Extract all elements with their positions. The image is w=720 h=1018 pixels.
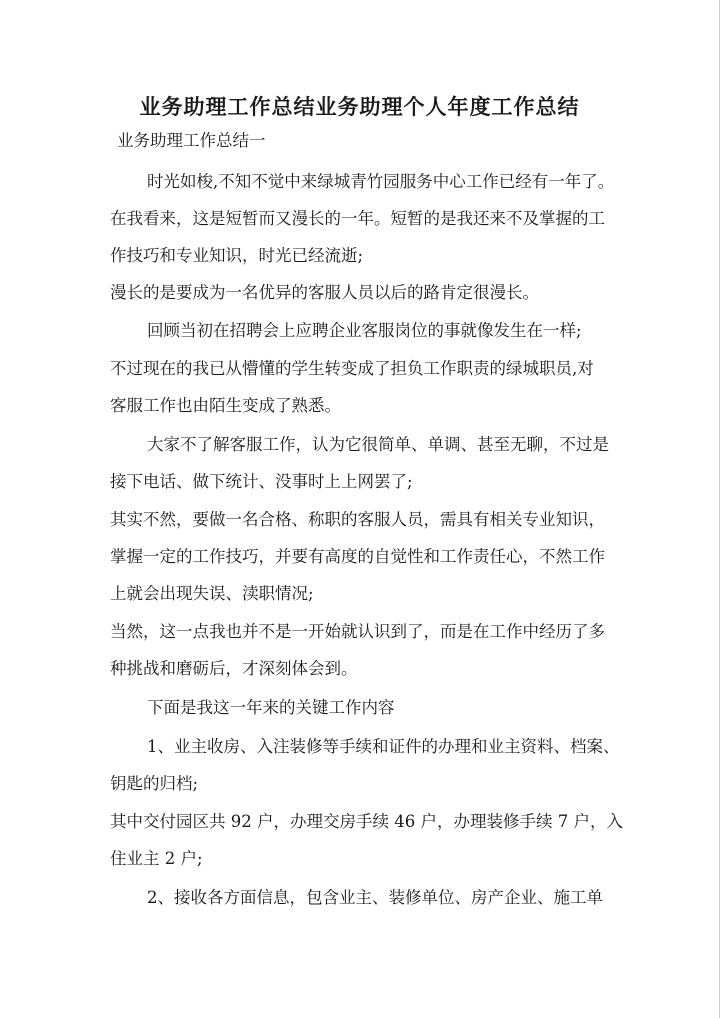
paragraph-line: 在我看来，这是短暂而又漫长的一年。短暂的是我还来不及掌握的工	[110, 209, 605, 228]
paragraph-line: 住业主 2 户;	[110, 849, 203, 868]
paragraph-line: 作技巧和专业知识，时光已经流逝;	[110, 246, 364, 265]
paragraph-line: 种挑战和磨砺后，才深刻体会到。	[110, 659, 358, 678]
section-heading: 业务助理工作总结一	[117, 131, 266, 150]
paragraph-line: 上就会出现失误、渎职情况;	[110, 584, 314, 603]
paragraph-line: 回顾当初在招聘会上应聘企业客服岗位的事就像发生在一样;	[147, 321, 582, 340]
paragraph-line: 时光如梭,不知不觉中来绿城青竹园服务中心工作已经有一年了。	[147, 172, 615, 191]
paragraph-line: 1、业主收房、入注装修等手续和证件的办理和业主资料、档案、	[147, 737, 620, 756]
document-title: 业务助理工作总结业务助理个人年度工作总结	[139, 94, 580, 119]
paragraph-line: 钥匙的归档;	[110, 774, 199, 793]
paragraph-line: 客服工作也由陌生变成了熟悉。	[110, 396, 341, 415]
paragraph-line: 其中交付园区共 92 户，办理交房手续 46 户，办理装修手续 7 户，入	[110, 812, 623, 831]
paragraph-line: 其实不然，要做一名合格、称职的客服人员，需具有相关专业知识，	[110, 510, 605, 529]
paragraph-line: 当然，这一点我也并不是一开始就认识到了，而是在工作中经历了多	[110, 622, 605, 641]
paragraph-line: 2、接收各方面信息，包含业主、装修单位、房产企业、施工单	[147, 888, 603, 907]
paragraph-line: 漫长的是要成为一名优异的客服人员以后的路肯定很漫长。	[110, 283, 539, 302]
paragraph-line: 不过现在的我已从懵懂的学生转变成了担负工作职责的绿城职员,对	[110, 359, 594, 378]
paragraph-line: 掌握一定的工作技巧，并要有高度的自觉性和工作责任心，不然工作	[110, 547, 605, 566]
paragraph-line: 接下电话、做下统计、没事时上上网罢了;	[110, 472, 413, 491]
paragraph-line: 下面是我这一年来的关键工作内容	[147, 698, 395, 717]
paragraph-line: 大家不了解客服工作，认为它很简单、单调、甚至无聊，不过是	[147, 435, 609, 454]
